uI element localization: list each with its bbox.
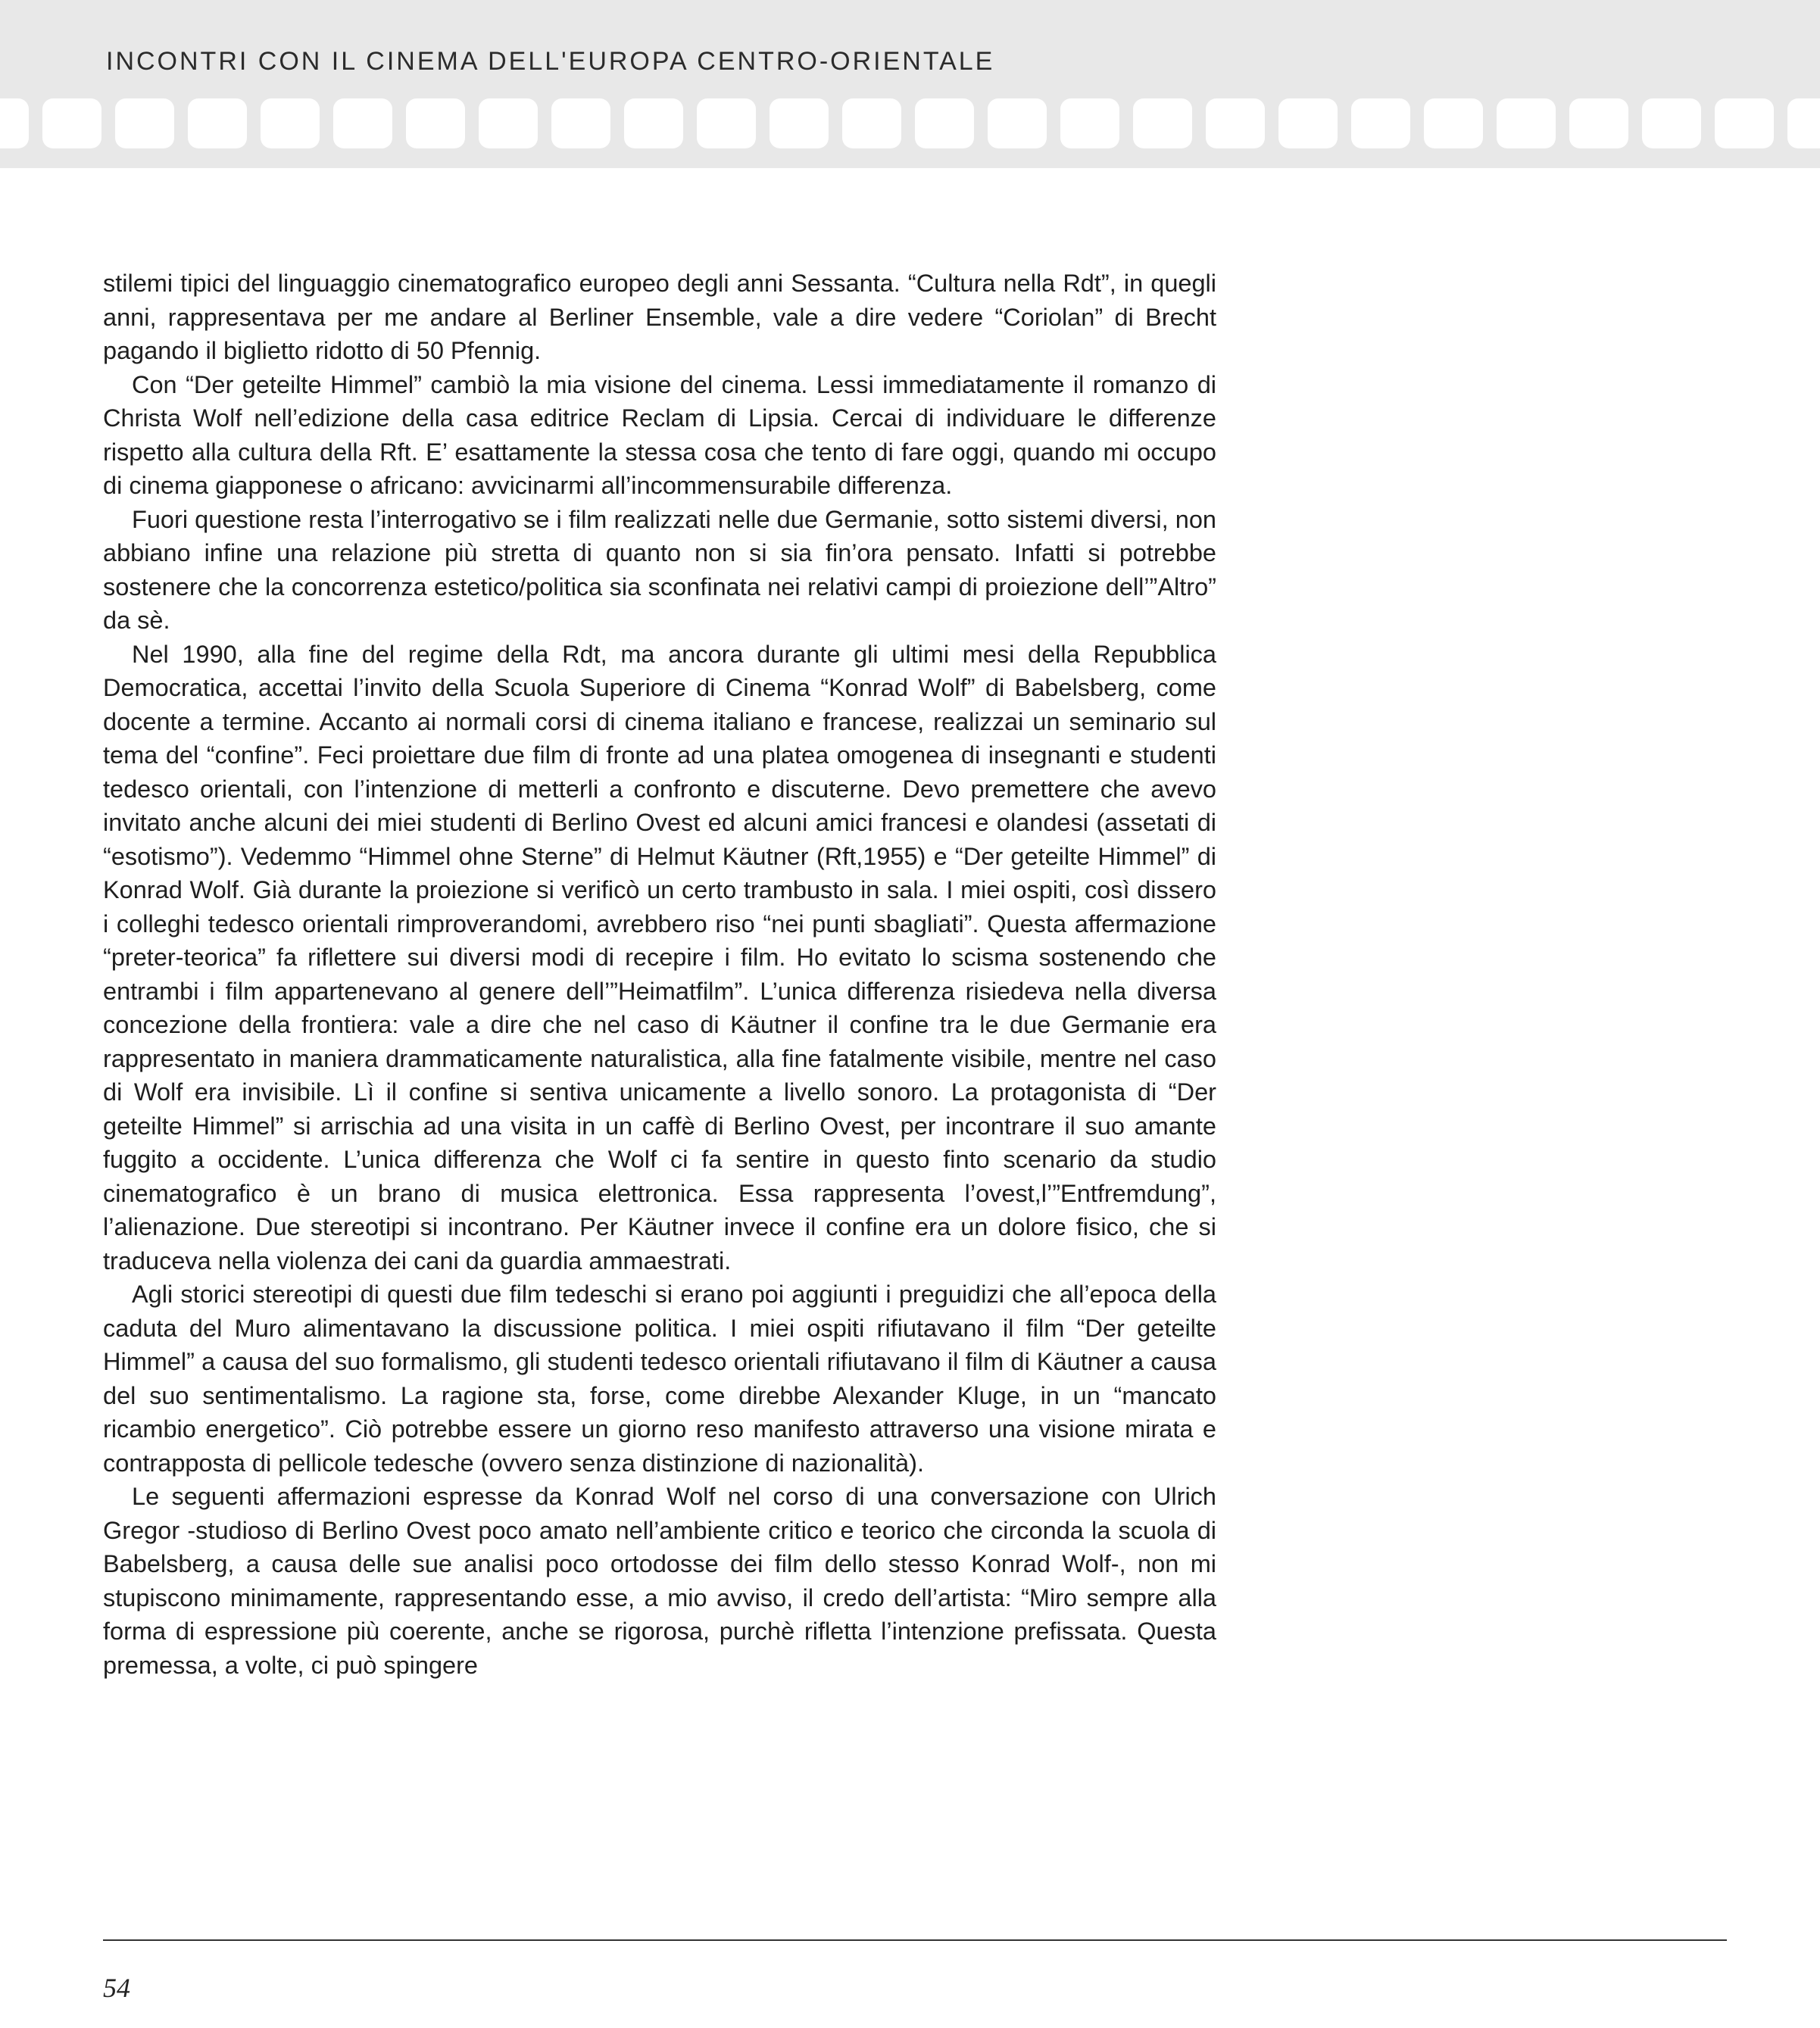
sprocket-hole-icon (1133, 98, 1192, 148)
sprocket-hole-icon (770, 98, 829, 148)
sprocket-hole-icon (1278, 98, 1338, 148)
sprocket-hole-icon (988, 98, 1047, 148)
film-strip-decoration (0, 98, 1820, 151)
sprocket-hole-icon (479, 98, 538, 148)
sprocket-hole-icon (842, 98, 901, 148)
sprocket-hole-icon (188, 98, 247, 148)
sprocket-hole-icon (1787, 98, 1820, 148)
paragraph: stilemi tipici del linguaggio cinematografico europeo degli anni Sessanta. “Cultura nella Rdt”, in quegli anni, rappresentava per me andare al Berliner Ensemble, vale a dire vedere “Coriolan” di Brecht pagando il biglietto ridotto di 50 Pfennig. (103, 270, 1216, 364)
sprocket-hole-icon (1497, 98, 1556, 148)
sprocket-hole-icon (406, 98, 465, 148)
article-body (103, 267, 1216, 1682)
sprocket-hole-icon (1715, 98, 1774, 148)
sprocket-hole-icon (115, 98, 174, 148)
sprocket-hole-icon (1060, 98, 1119, 148)
sprocket-hole-icon (915, 98, 974, 148)
sprocket-hole-icon (1569, 98, 1628, 148)
sprocket-hole-icon (0, 98, 29, 148)
sprocket-hole-icon (261, 98, 320, 148)
sprocket-hole-icon (1351, 98, 1410, 148)
paragraph: Le seguenti affermazioni espresse da Konrad Wolf nel corso di una conversazione con Ulrich Gregor -studioso di Berlino Ovest poco amato nell’ambiente critico e teorico che circonda la scuola di Babelsberg, a causa delle sue analisi poco ortodosse dei film dello stesso Konrad Wolf-, non mi stupiscono minimamente, rappresentando esse, a mio avviso, il credo dell’artista: “Miro sempre alla forma di espressione più coerente, anche se rigorosa, purchè rifletta l’intenzione prefissata. Questa premessa, a volte, ci può spingere (103, 1483, 1216, 1679)
paragraph: Con “Der geteilte Himmel” cambiò la mia visione del cinema. Lessi immediatamente il romanzo di Christa Wolf nell’edizione della casa editrice Reclam di Lipsia. Cercai di individuare le differenze rispetto alla cultura della Rft. E’ esattamente la stessa cosa che tento di fare oggi, quando mi occupo di cinema giapponese o africano: avvicinarmi all’incommensurabile differenza. (103, 370, 1216, 499)
sprocket-hole-icon (333, 98, 392, 148)
paragraph: Agli storici stereotipi di questi due film tedeschi si erano poi aggiunti i preguidizi che all’epoca della caduta del Muro alimentavano la discussione politica. I miei ospiti rifiutavano il film “Der geteilte Himmel” a causa del suo formalismo, gli studenti tedesco orientali rifiutavano il film di Käutner a causa del suo sentimentalismo. La ragione sta, forse, come direbbe Alexander Kluge, in un “mancato ricambio energetico”. Ciò potrebbe essere un giorno reso manifesto attraverso una visione mirata e contrapposta di pellicole tedesche (ovvero senza distinzione di nazionalità). (103, 1281, 1216, 1477)
header-band (0, 0, 1820, 168)
sprocket-hole-icon (551, 98, 610, 148)
sprocket-hole-icon (1642, 98, 1701, 148)
paragraph: Fuori questione resta l’interrogativo se i film realizzati nelle due Germanie, sotto sistemi diversi, non abbiano infine una relazione più stretta di quanto non si sia fin’ora pensato. Infatti si potrebbe sostenere che la concorrenza estetico/politica sia sconfinata nei relativi campi di proiezione dell’”Altro” da sè. (103, 505, 1216, 634)
sprocket-hole-icon (624, 98, 683, 148)
sprocket-hole-icon (42, 98, 101, 148)
running-header-title: INCONTRI CON IL CINEMA DELL'EUROPA CENTRO-ORIENTALE (106, 47, 995, 76)
sprocket-hole-icon (1206, 98, 1265, 148)
footer-rule (103, 1939, 1727, 1941)
page-number: 54 (103, 1973, 130, 2003)
sprocket-hole-icon (1424, 98, 1483, 148)
paragraph: Nel 1990, alla fine del regime della Rdt, ma ancora durante gli ultimi mesi della Repubblica Democratica, accettai l’invito della Scuola Superiore di Cinema “Konrad Wolf” di Babelsberg, come docente a termine. Accanto ai normali corsi di cinema italiano e francese, realizzai un seminario sul tema del “confine”. Feci proiettare due film di fronte ad una platea omogenea di insegnanti e studenti tedesco orientali, con l’intenzione di metterli a confronto e discuterne. Devo premettere che avevo invitato anche alcuni dei miei studenti di Berlino Ovest ed alcuni amici francesi e olandesi (assetati di “esotismo”). Vedemmo “Himmel ohne Sterne” di Helmut Käutner (Rft,1955) e “Der geteilte Himmel” di Konrad Wolf. Già durante la proiezione si verificò un certo trambusto in sala. I miei ospiti, così dissero i colleghi tedesco orientali rimproverandomi, avrebbero riso “nei punti sbagliati”. Questa affermazione “preter-teorica” fa riflettere sui diversi modi di recepire i film. Ho evitato lo scisma sostenendo che entrambi i film appartenevano al genere dell’”Heimatfilm”. L’unica differenza risiedeva nella diversa concezione della frontiera: vale a dire che nel caso di Käutner il confine tra le due Germanie era rappresentato in maniera drammaticamente naturalistica, alla fine fatalmente visibile, mentre nel caso di Wolf era invisibile. Lì il confine si sentiva unicamente a livello sonoro. La protagonista di “Der geteilte Himmel” si arrischia ad una visita in un caffè di Berlino Ovest, per incontrare il suo amante fuggito a occidente. L’unica differenza che Wolf ci fa sentire in questo finto scenario da studio cinematografico è un brano di musica elettronica. Essa rappresenta l’ovest,l’”Entfremdung”, l’alienazione. Due stereotipi si incontrano. Per Käutner invece il confine era un dolore fisico, che si traduceva nella violenza dei cani da guardia ammaestrati. (103, 640, 1216, 1275)
sprocket-hole-icon (697, 98, 756, 148)
